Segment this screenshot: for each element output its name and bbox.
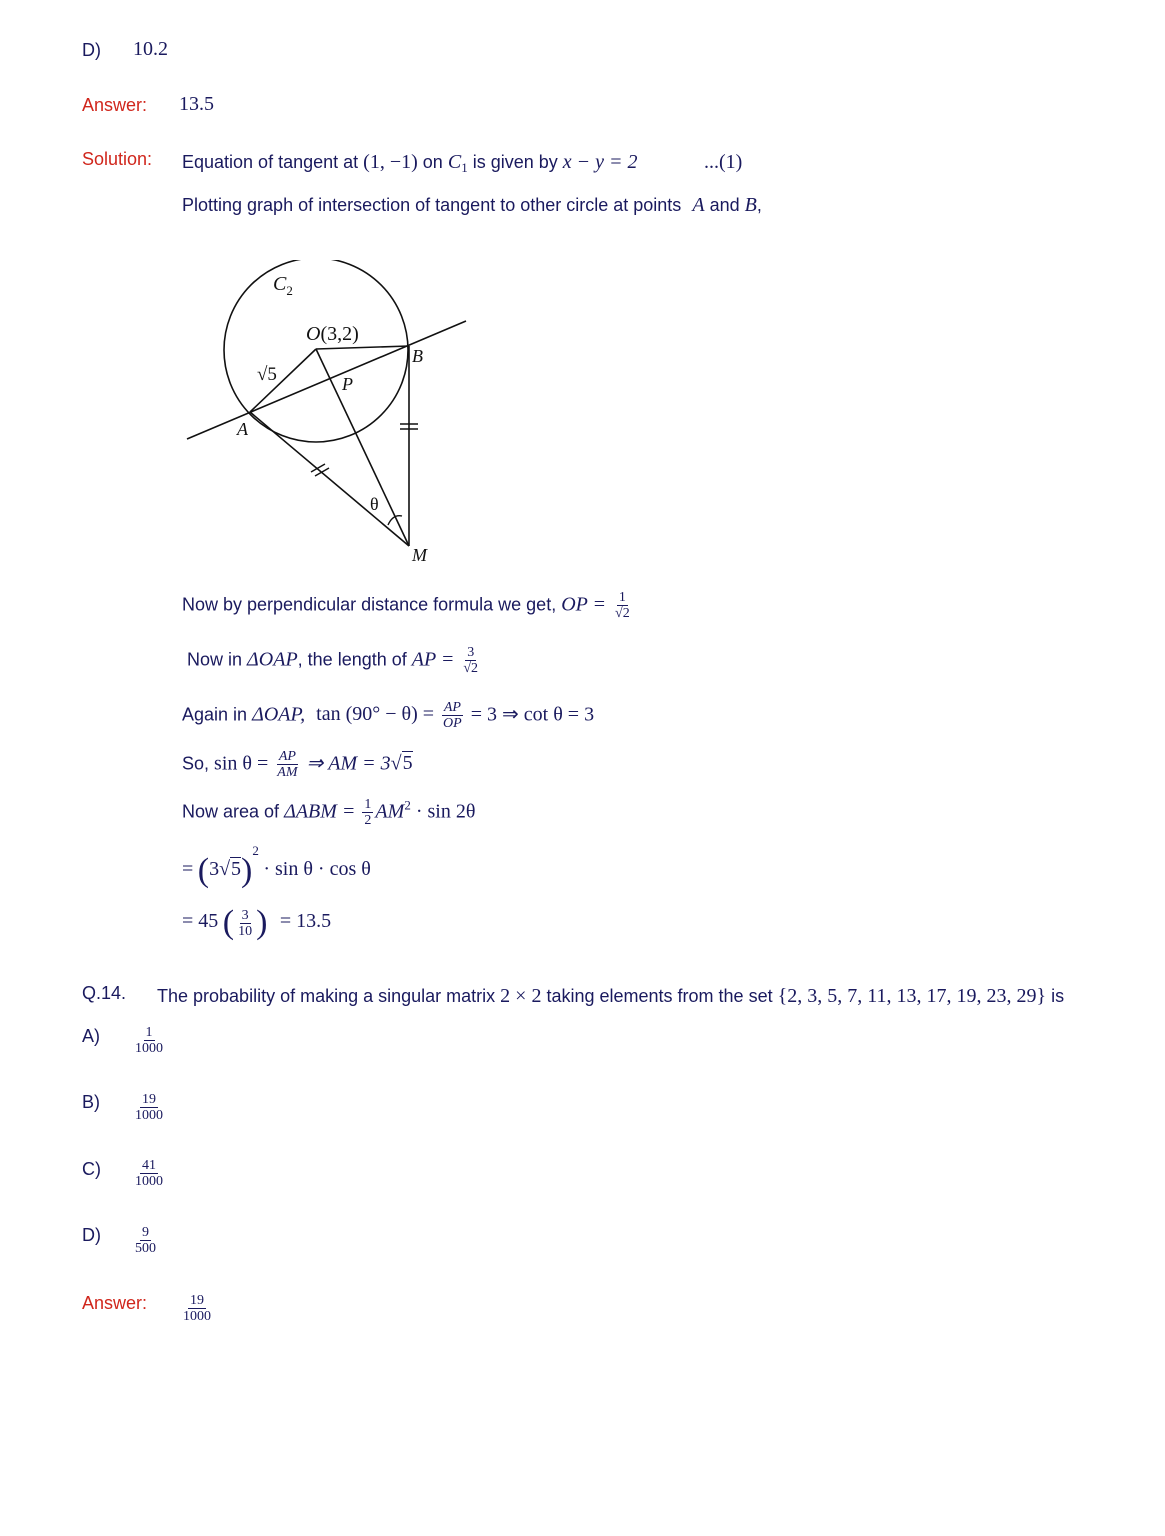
angle-arc	[388, 516, 402, 525]
segment-am	[250, 412, 409, 546]
circle-c2	[224, 260, 408, 442]
option-label-c: C)	[82, 1159, 101, 1179]
solution-line-7: Now area of ΔABM = $\frac{1}{2}$ $AM^2 \cdot \sin 2\theta$	[182, 797, 476, 828]
label-theta: θ	[370, 494, 379, 514]
label-a: A	[237, 419, 248, 439]
solution-line-2: Plotting graph of intersection of tangent to other circle at points A and B,	[182, 194, 762, 216]
label-m: M	[412, 545, 427, 565]
geometry-figure	[180, 260, 480, 570]
option-label-b: B)	[82, 1092, 100, 1112]
option-value-d: $\frac{9}{500}$	[135, 1225, 156, 1256]
answer-label-q14: Answer:	[82, 1293, 148, 1313]
question-number: Q.14.	[82, 983, 127, 1003]
option-label-d-prev: D)	[82, 40, 101, 60]
question-text: The probability of making a singular matrix 2 × 2 taking elements from the set {2, 3, 5, 7, 11, 13, 17, 19, 23, 29} is	[157, 985, 1065, 1007]
solution-line-4: Now in ΔOAP, the length of AP = $\frac{3}{√2}$	[187, 645, 479, 676]
option-value-d-prev: 10.2	[133, 38, 168, 60]
equation-reference: ...(1)	[704, 151, 743, 173]
label-c2: $C_2$	[273, 273, 293, 298]
solution-line-8: = $(3√5)^2 \cdot \sin \theta \cdot \cos \theta$	[182, 843, 371, 889]
label-sqrt5: √5	[257, 364, 277, 385]
solution-line-3: Now by perpendicular distance formula we get, OP = $\frac{1}{√2}$	[182, 590, 630, 621]
solution-line-9: = 45 ( $\frac{3}{10}$ ) = 13.5	[182, 904, 332, 941]
option-label-d: D)	[82, 1225, 101, 1245]
answer-value-q14: $\frac{19}{1000}$	[183, 1293, 211, 1324]
answer-label: Answer:	[82, 95, 148, 115]
solution-line-6: So, sin θ = $\frac{AP}{AM}$ ⇒ AM = 3√5	[182, 749, 413, 780]
label-o: O(3,2)	[306, 323, 359, 345]
label-b: B	[412, 346, 423, 366]
option-value-b: $\frac{19}{1000}$	[135, 1092, 163, 1123]
option-label-a: A)	[82, 1026, 100, 1046]
solution-line-5: Again in ΔOAP, tan (90° − θ) = $\frac{AP}{OP}$ = 3 ⇒ cot θ = 3	[182, 700, 595, 731]
solution-line-1: Equation of tangent at (1, −1) on $C_1$ is given by x − y = 2	[182, 151, 638, 175]
option-value-a: $\frac{1}{1000}$	[135, 1025, 163, 1056]
solution-label: Solution:	[82, 149, 153, 169]
label-p: P	[342, 374, 353, 394]
option-value-c: $\frac{41}{1000}$	[135, 1158, 163, 1189]
segment-ob	[316, 346, 409, 349]
answer-value: 13.5	[179, 93, 214, 115]
